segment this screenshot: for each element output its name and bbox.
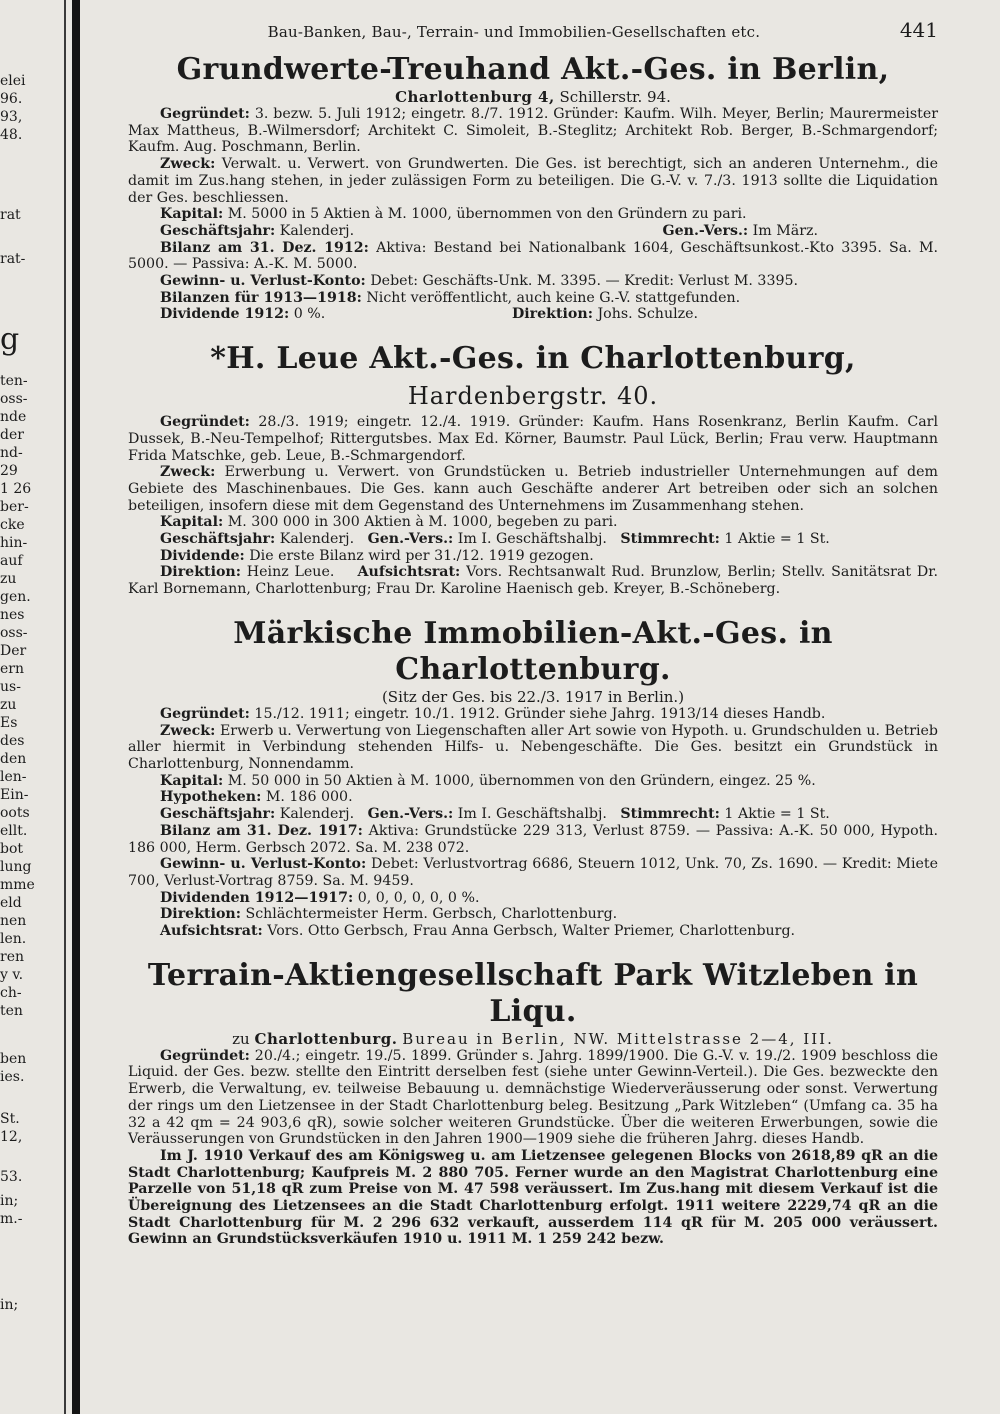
balance-paragraph: Bilanz am 31. Dez. 1917: Aktiva: Grundstücke 229 313, Verlust 8759. — Passiva: A.-K. 50 000, Hypoth. 186 000, Herm. Gerbsch 2072. Sa. M. 238 072. [128,822,939,856]
margin-fragment: ies. [0,1069,25,1085]
margin-fragment: oots [0,805,30,821]
founded-paragraph: Gegründet: 28./3. 1919; eingetr. 12./4. 1919. Gründer: Kaufm. Hans Rosenkranz, Berlin Kaufm. Carl Dussek, B.-Neu-Tempelhof; Rittergutsbes. Max Ed. Körner, Baumstr. Paul Lück, Berlin; Frau verw. Hauptmann Frida Matschke, geb. Leue, B.-Schmargendorf. [128,414,939,464]
margin-fragment: ch- [0,985,22,1001]
margin-fragment: len. [0,931,27,947]
margin-fragment: zu [0,697,17,713]
entry-h-leue [128,341,938,598]
margin-fragment: Der [0,643,27,659]
margin-fragment: in; [0,1297,19,1313]
margin-fragment: ren [0,949,24,965]
margin-fragment: lung [0,859,32,875]
margin-fragment: ber- [0,499,29,515]
margin-fragment: in; [0,1193,19,1209]
margin-fragment: der [0,427,24,443]
margin-fragment: 96. [0,91,23,107]
margin-fragment: ten [0,1003,23,1019]
dividend-line: Dividende: Die erste Bilanz wird per 31./12. 1919 gezogen. [160,547,594,564]
entry-subtitle: Charlottenburg 4, Schillerstr. 94. [395,88,671,106]
margin-fragment: len- [0,769,27,785]
margin-fragment: cke [0,517,25,533]
margin-fragment: y v. [0,967,24,983]
margin-fragment: bot [0,841,24,857]
page-number: 441 [899,18,938,42]
margin-fragment: oss- [0,391,28,407]
margin-fragment: us- [0,679,21,695]
margin-fragment: nes [0,607,25,623]
margin-fragment: 12, [0,1129,23,1145]
margin-fragment: rat- [0,251,26,267]
margin-fragment: Es [0,715,18,731]
direction-line: Direktion: Schlächtermeister Herm. Gerbsch, Charlottenburg. [160,906,618,923]
dividend-direction-line: Dividende 1912: 0 %. Direktion: Johs. Schulze. [160,306,698,323]
entry-subtitle: (Sitz der Ges. bis 22./3. 1917 in Berlin.) [381,687,685,706]
running-header [128,18,938,52]
entry-grundwerte-treuhand [128,52,938,323]
margin-fragment: 53. [0,1169,23,1185]
margin-fragment: nde [0,409,27,425]
margin-fragment: 93, [0,109,23,125]
entry-title: Märkische Immobilien-Akt.-Ges. in Charlottenburg. [233,615,833,687]
margin-fragment: gen. [0,589,31,605]
entry-title: Terrain-Aktiengesellschaft Park Witzleben in Liqu. [147,957,919,1029]
margin-fragment: 29 [0,463,18,479]
dividend-line: Dividenden 1912—1917: 0, 0, 0, 0, 0, 0 %. [160,889,480,906]
mortgage-line: Hypotheken: M. 186 000. [160,789,353,806]
margin-fragment: oss- [0,625,28,641]
running-header-title: Bau-Banken, Bau-, Terrain- und Immobilien-Gesellschaften etc. [267,23,761,41]
entry-subtitle: zu Charlottenburg. Bureau in Berlin, NW. Mittelstrasse 2—4, III. [232,1029,834,1048]
purpose-paragraph: Zweck: Verwalt. u. Verwert. von Grundwerten. Die Ges. ist berechtigt, sich an anderen Unternehm., die damit im Zus.hang stehen, in jeder zulässigen Form zu beteiligen. Die G.-V. v. 7./3. 1913 sollte die Liquidation der Ges. beschliessen. [128,156,938,206]
margin-fragment: nd- [0,445,23,461]
margin-fragment: g [0,322,20,357]
margin-fragment: ten- [0,373,28,389]
margin-fragment: rat [0,207,21,223]
margin-fragment: nen [0,913,27,929]
profit-loss-paragraph: Gewinn- u. Verlust-Konto: Debet: Verlustvortrag 6686, Steuern 1012, Unk. 70, Zs. 1690. — Kredit: Miete 700, Verlust-Vortrag 8759. Sa. M. 9459. [128,856,938,889]
board-line: Aufsichtsrat: Vors. Otto Gerbsch, Frau Anna Gerbsch, Walter Priemer, Charlottenburg. [160,923,796,940]
margin-fragment: ern [0,661,24,677]
fiscal-year-line: Geschäftsjahr: Kalenderj. Gen.-Vers.: Im I. Geschäftshalbj. Stimmrecht: 1 Aktie = 1 St. [160,806,830,823]
fiscal-year-line: Geschäftsjahr: Kalenderj. Gen.-Vers.: Im März. [160,222,818,239]
margin-fragment: ellt. [0,823,28,839]
gutter-binding-rule [72,0,80,1414]
capital-line: Kapital: M. 300 000 in 300 Aktien à M. 1000, begeben zu pari. [160,514,618,531]
left-margin-column [0,0,58,1414]
balance-paragraph: Bilanz am 31. Dez. 1912: Aktiva: Bestand bei Nationalbank 1604, Geschäftsunkost.-Kto 3395. Sa. M. 5000. — Passiva: A.-K. M. 5000. [128,239,938,273]
margin-fragment: elei [0,73,26,89]
founded-paragraph: Gegründet: 20./4.; eingetr. 19./5. 1899. Gründer s. Jahrg. 1899/1900. Die G.-V. v. 19./2. 1909 beschloss die Liquid. der Ges. bezw. stellte den Eintritt derselben fest (siehe unter Gewinn-Verteil.). Die Ges. bezweckte den Erwerb, die Verwaltung, ev. teilweise Bebauung u. demnächstige Wiederveräusserung oder sonst. Verwertung der rings um den Lietzensee in der Stadt Charlottenburg beleg. Besitzung „Park Witzleben“ (Umfang ca. 35 ha 32 a 42 qm = 24 903,6 qR), sowie solcher weiteren Grundstücke. Über die weiteren Erwerbungen, sowie die Veräusserungen von Grundstücken in den Jahren 1900—1909 siehe die früheren Jahrg. dieses Handb. [128,1047,938,1148]
founded-paragraph: Gegründet: 3. bezw. 5. Juli 1912; eingetr. 8./7. 1912. Gründer: Kaufm. Wilh. Meyer, Berlin; Maurermeister Max Mattheus, B.-Wilmersdorf; Architekt C. Simoleit, B.-Steglitz; Architekt Rob. Berger, B.-Schmargendorf; Kaufm. Aug. Poschmann, Berlin. [128,106,938,156]
margin-fragment: hin- [0,535,28,551]
margin-fragment: St. [0,1111,20,1127]
entry-title: *H. Leue Akt.-Ges. in Charlottenburg, Hardenbergstr. 40. [210,341,856,411]
margin-fragment: 1 26 [0,481,32,497]
profit-loss-paragraph: Gewinn- u. Verlust-Konto: Debet: Geschäfts-Unk. M. 3395. — Kredit: Verlust M. 3395. [160,273,799,290]
entry-title: Grundwerte-Treuhand Akt.-Ges. in Berlin, [176,52,890,87]
margin-fragment: mme [0,877,35,893]
sales-paragraph: Im J. 1910 Verkauf des am Königsweg u. am Lietzensee gelegenen Blocks von 2618,89 qR an die Stadt Charlottenburg; Kaufpreis M. 2 880 705. Ferner wurde an den Magistrat Charlottenburg eine Parzelle von 51,18 qR zum Preise von M. 47 598 veräussert. Im Zus.hang mit diesem Verkauf ist die Übereignung des Lietzensees an die Stadt Charlottenburg erfolgt. 1911 weitere 2229,74 qR an die Stadt Charlottenburg für M. 2 296 632 verkauft, ausserdem 114 qR für M. 205 000 veräussert. Gewinn an Grundstücksverkäufen 1910 u. 1911 M. 1 259 242 bezw. [128,1147,938,1248]
gutter-thin-rule [64,0,66,1414]
capital-line: Kapital: M. 5000 in 5 Aktien à M. 1000, übernommen von den Gründern zu pari. [160,206,747,223]
margin-fragment: ben [0,1051,27,1067]
margin-fragment: den [0,751,27,767]
margin-fragment: zu [0,571,17,587]
fiscal-year-line: Geschäftsjahr: Kalenderj. Gen.-Vers.: Im I. Geschäftshalbj. Stimmrecht: 1 Aktie = 1 St. [160,531,830,548]
margin-fragment: eld [0,895,22,911]
entry-maerkische-immobilien [128,616,938,940]
capital-line: Kapital: M. 50 000 in 50 Aktien à M. 1000, übernommen von den Gründern, eingez. 25 %. [160,772,816,789]
purpose-paragraph: Zweck: Erwerb u. Verwertung von Liegenschaften aller Art sowie von Hypoth. u. Grundschulden u. Betrieb aller hiermit in Verbindung stehenden Hilfs- u. Nebengeschäfte. Die Ges. besitzt ein Grundstück in Charlottenburg, Nonnendamm. [128,722,938,772]
margin-fragment: auf [0,553,23,569]
margin-fragment: Ein- [0,787,29,803]
page-content [128,18,938,1248]
founded-paragraph: Gegründet: 15./12. 1911; eingetr. 10./1. 1912. Gründer siehe Jahrg. 1913/14 dieses Handb. [160,705,826,722]
entry-park-witzleben [128,958,938,1248]
margin-fragment: m.- [0,1211,23,1227]
margin-fragment: 48. [0,127,23,143]
balances-line: Bilanzen für 1913—1918: Nicht veröffentlicht, auch keine G.-V. stattgefunden. [160,289,741,306]
purpose-paragraph: Zweck: Erwerbung u. Verwert. von Grundstücken u. Betrieb industrieller Unternehmungen auf dem Gebiete des Maschinenbaues. Die Ges. kann auch Geschäfte anderer Art betreiben oder sich an solchen beteiligen, insofern diese mit dem Gegenstand des Unternehmens im Zusammenhang stehen. [128,464,938,514]
direction-board-paragraph: Direktion: Heinz Leue. Aufsichtsrat: Vors. Rechtsanwalt Rud. Brunzlow, Berlin; Stellv. Sanitätsrat Dr. Karl Bornemann, Charlottenburg; Frau Dr. Karoline Haenisch geb. Kreyer, B.-Schöneberg. [128,564,939,598]
margin-fragment: des [0,733,25,749]
